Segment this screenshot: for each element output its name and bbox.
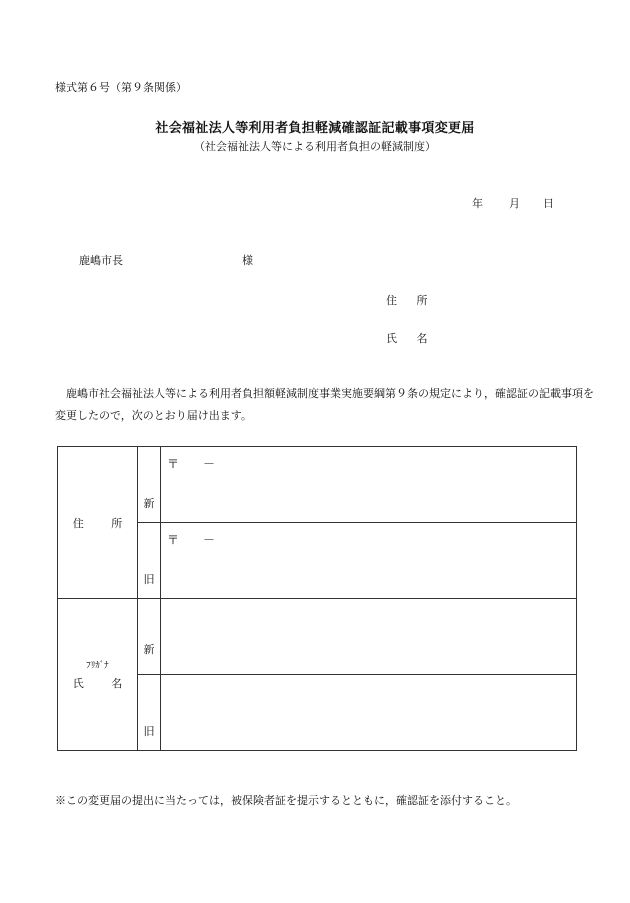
name-category-cell <box>58 599 138 751</box>
old-label: 旧 <box>143 572 155 586</box>
postal-dash: － <box>203 533 216 547</box>
new-name-sub-cell <box>138 599 161 675</box>
address-category-label: 住 所 <box>72 516 135 530</box>
form-subtitle: （社会福祉法人等による利用者負担の軽減制度） <box>194 140 436 153</box>
old-name-sub-cell <box>138 675 161 751</box>
date-month-label: 月 <box>509 197 520 210</box>
change-table <box>57 446 577 751</box>
postal-mark: 〒 <box>167 533 180 547</box>
old-label: 旧 <box>143 724 155 738</box>
table-row <box>58 599 577 675</box>
form-title: 社会福祉法人等利用者負担軽減確認証記載事項変更届 <box>155 121 475 136</box>
old-address-field[interactable] <box>161 523 577 599</box>
new-label: 新 <box>143 496 155 510</box>
new-address-field[interactable] <box>161 447 577 523</box>
date-day-label: 日 <box>543 197 554 210</box>
table-row <box>58 447 577 523</box>
body-text: 鹿嶋市社会福祉法人等による利用者負担額軽減制度事業実施要綱第９条の規定により，確認証の記載事項を変更したので，次のとおり届け出ます。 <box>55 387 594 422</box>
new-address-sub-cell <box>138 447 161 523</box>
old-name-field[interactable] <box>161 675 577 751</box>
applicant-address-label: 住 所 <box>386 294 436 307</box>
address-category-cell <box>58 447 138 599</box>
addressee: 鹿嶋市長 <box>79 254 123 267</box>
new-name-field[interactable] <box>161 599 577 675</box>
postal-dash: － <box>203 457 216 471</box>
name-category-label: 氏 名 <box>72 677 135 690</box>
old-address-sub-cell <box>138 523 161 599</box>
honorific: 様 <box>242 254 253 267</box>
new-label: 新 <box>143 642 155 656</box>
form-number: 様式第６号（第９条関係） <box>55 81 187 94</box>
furigana-label: ﾌﾘｶﾞﾅ <box>86 661 109 671</box>
note-text: ※この変更届の提出に当たっては，被保険者証を提示するとともに，確認証を添付すること。 <box>55 794 517 807</box>
applicant-name-label: 氏 名 <box>386 332 436 345</box>
postal-mark: 〒 <box>167 457 180 471</box>
date-year-label: 年 <box>472 197 483 210</box>
